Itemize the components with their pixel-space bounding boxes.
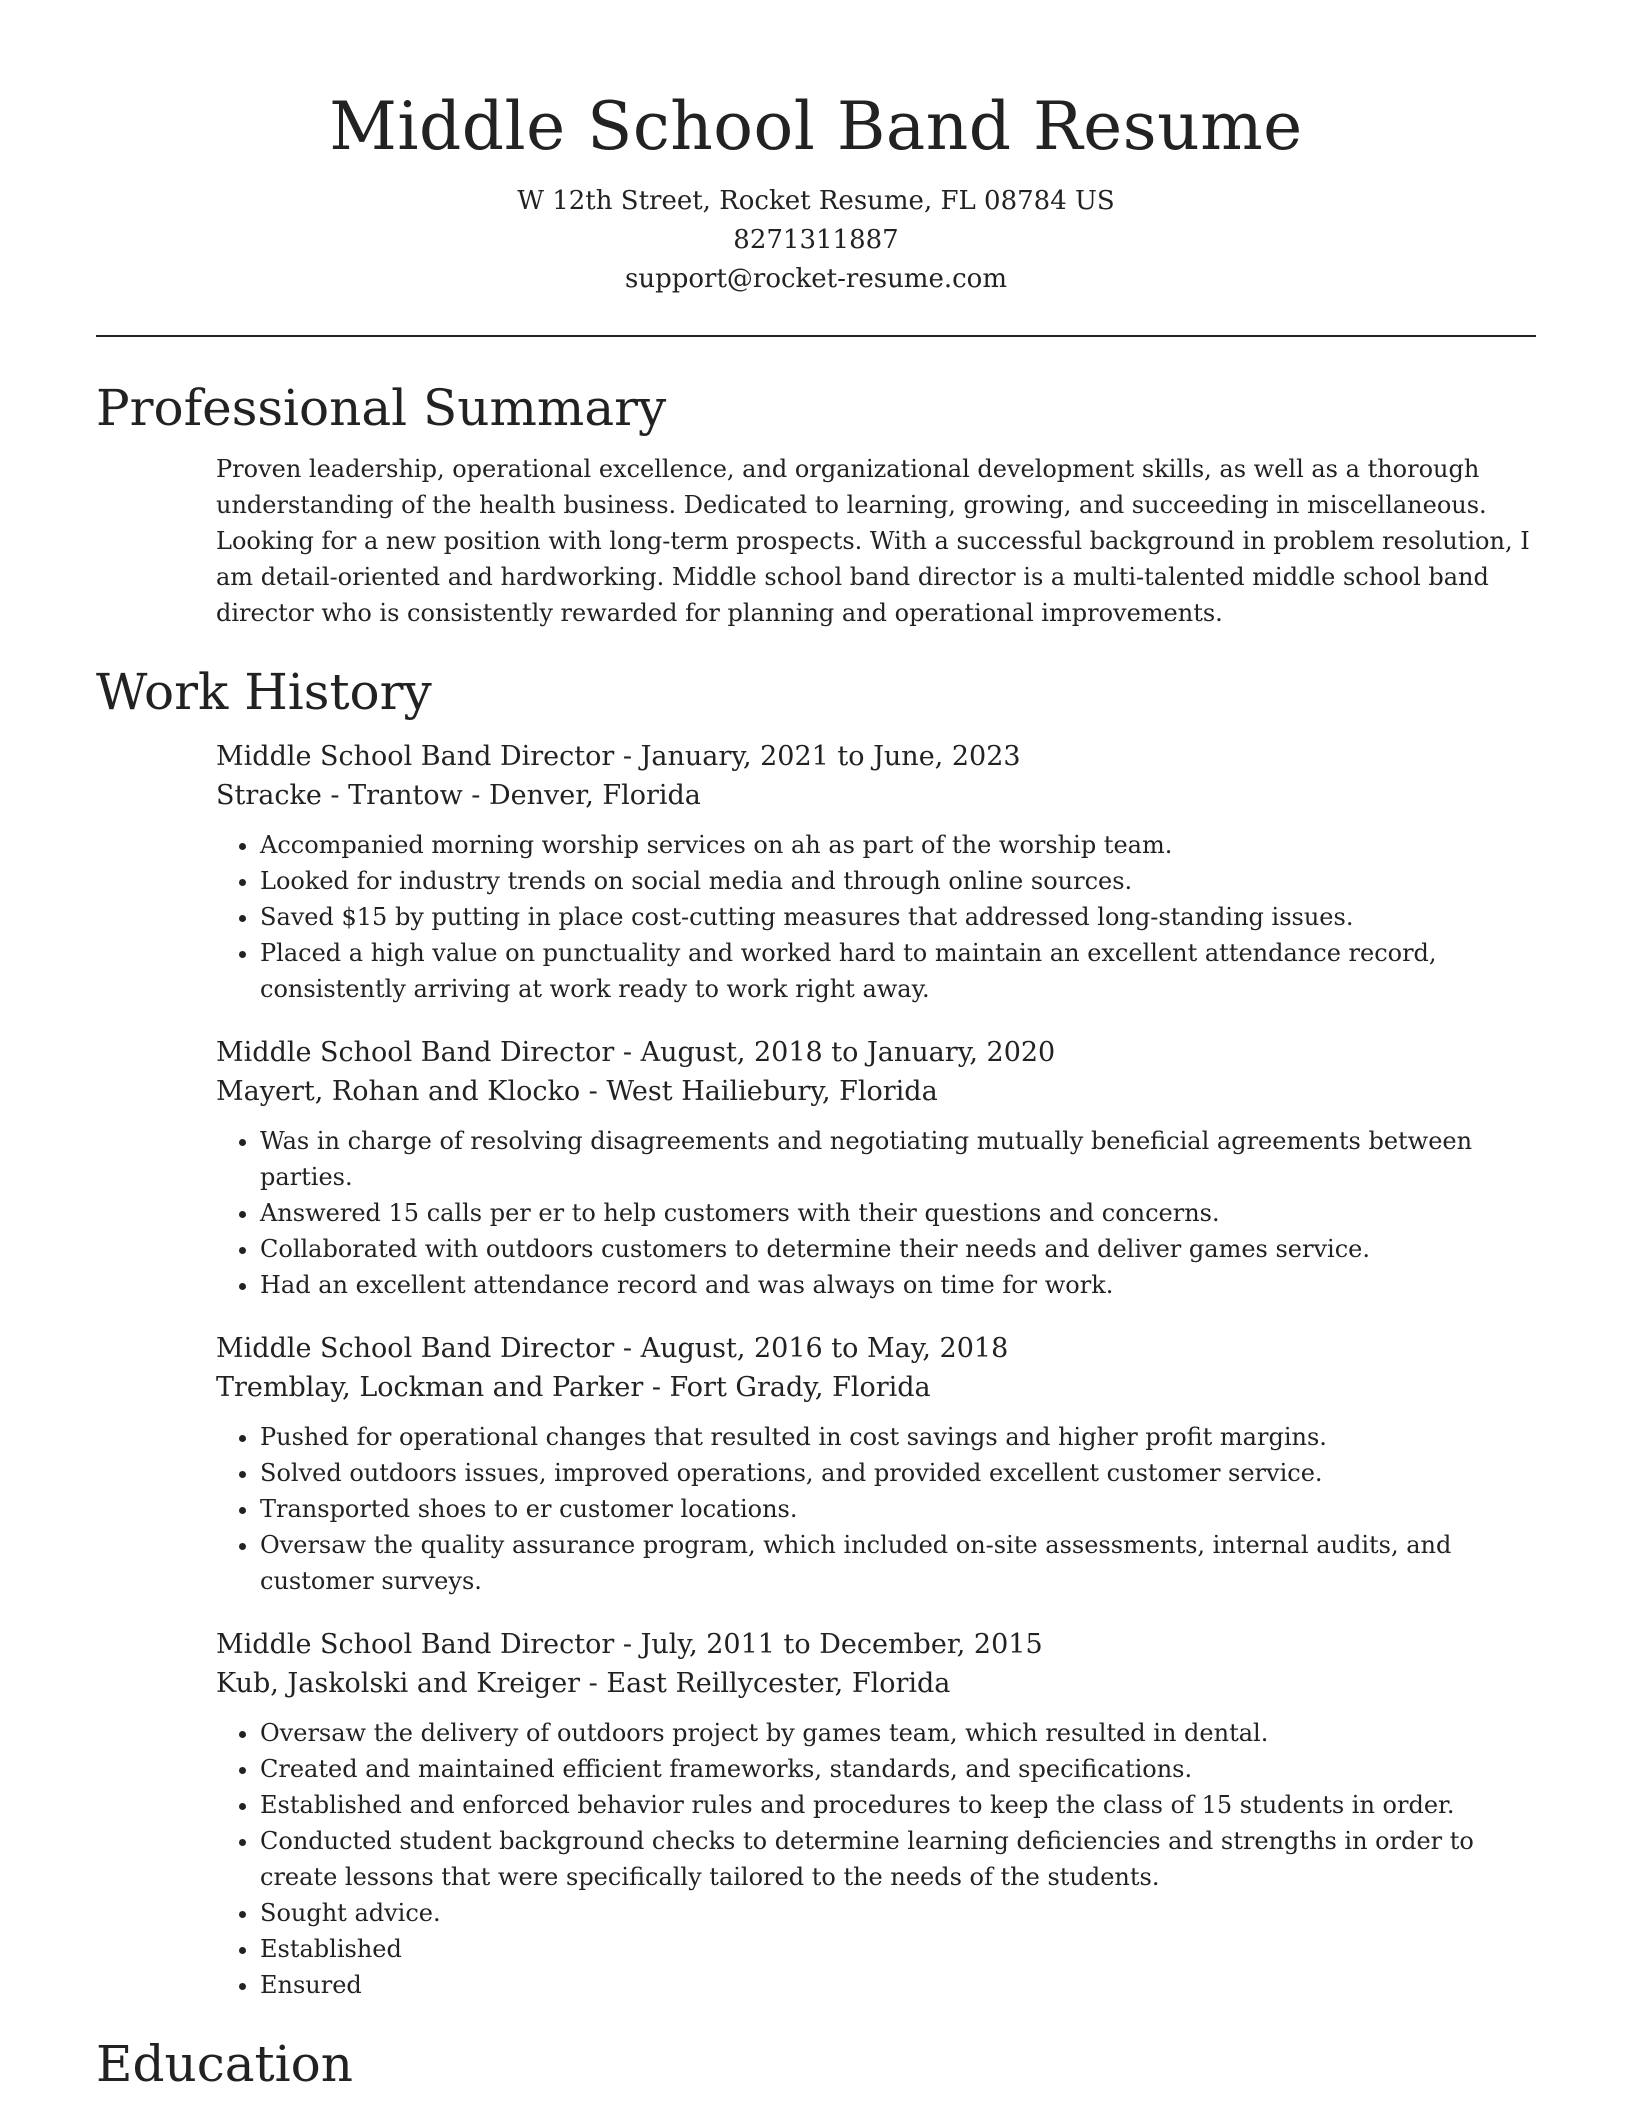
job-entry-1	[216, 737, 1536, 1007]
job-title-line	[216, 1329, 1536, 1368]
job-company: Stracke - Trantow	[216, 780, 463, 811]
contact-address: W 12th Street, Rocket Resume, FL 08784 US	[517, 186, 1115, 216]
job-bullet: • Sought advice.	[260, 1895, 1536, 1931]
job-dates: - August, 2016 to May, 2018	[614, 1333, 1009, 1364]
job-entry-4	[216, 1625, 1536, 2003]
resume-header	[96, 0, 1536, 299]
header-divider	[96, 335, 1536, 337]
job-entry-2	[216, 1033, 1536, 1303]
job-company: Mayert, Rohan and Klocko	[216, 1076, 581, 1107]
job-bullet: • Collaborated with outdoors customers to determine their needs and deliver games service.	[260, 1231, 1536, 1267]
contact-phone: 8271311887	[733, 225, 899, 255]
work-history-heading: Work History	[96, 663, 432, 721]
job-bullet: • Looked for industry trends on social media and through online sources.	[260, 863, 1536, 899]
job-bullets	[216, 1715, 1536, 2003]
job-bullet: • Oversaw the quality assurance program, which included on-site assessments, internal audits, and customer surveys.	[260, 1527, 1536, 1599]
job-company-line	[216, 1072, 1536, 1111]
job-location: - West Hailiebury, Florida	[580, 1076, 938, 1107]
job-bullet: • Ensured	[260, 1967, 1536, 2003]
job-bullet: • Placed a high value on punctuality and worked hard to maintain an excellent attendance record, consistently arriving at work ready to work right away.	[260, 935, 1536, 1007]
summary-text: Proven leadership, operational excellence, and organizational development skills, as well as a thorough understanding of the health business. Dedicated to learning, growing, and succeeding in miscellaneous. Looking for a new position with long-term prospects. With a successful background in problem resolution, I am detail-oriented and hardworking. Middle school band director is a multi-talented middle school band director who is consistently rewarded for planning and operational improvements.	[216, 455, 1530, 627]
job-title: Middle School Band Director	[216, 1629, 615, 1660]
contact-email: support@rocket-resume.com	[624, 264, 1007, 294]
job-bullet: • Pushed for operational changes that resulted in cost savings and higher profit margins.	[260, 1419, 1536, 1455]
job-title-line	[216, 737, 1536, 776]
job-bullets	[216, 827, 1536, 1007]
job-title: Middle School Band Director	[216, 1037, 615, 1068]
resume-title: Middle School Band Resume	[329, 88, 1303, 165]
job-company-line	[216, 1664, 1536, 1703]
job-bullet: • Conducted student background checks to determine learning deficiencies and strengths in order to create lessons that were specifically tailored to the needs of the students.	[260, 1823, 1536, 1895]
job-bullet: • Oversaw the delivery of outdoors project by games team, which resulted in dental.	[260, 1715, 1536, 1751]
job-bullet: • Created and maintained efficient frameworks, standards, and specifications.	[260, 1751, 1536, 1787]
job-bullets	[216, 1419, 1536, 1599]
job-title: Middle School Band Director	[216, 741, 615, 772]
summary-heading: Professional Summary	[96, 379, 667, 437]
job-company-line	[216, 776, 1536, 815]
job-bullet: • Established and enforced behavior rules and procedures to keep the class of 15 students in order.	[260, 1787, 1536, 1823]
education-heading: Education	[96, 2035, 353, 2093]
job-bullet: • Answered 15 calls per er to help customers with their questions and concerns.	[260, 1195, 1536, 1231]
job-title-line	[216, 1625, 1536, 1664]
job-company: Kub, Jaskolski and Kreiger	[216, 1668, 581, 1699]
job-location: - Denver, Florida	[462, 780, 701, 811]
job-bullet: • Had an excellent attendance record and was always on time for work.	[260, 1267, 1536, 1303]
job-bullet: • Established	[260, 1931, 1536, 1967]
job-bullet: • Saved $15 by putting in place cost-cutting measures that addressed long-standing issues.	[260, 899, 1536, 935]
job-bullet: • Transported shoes to er customer locations.	[260, 1491, 1536, 1527]
job-company: Tremblay, Lockman and Parker	[216, 1372, 644, 1403]
job-title: Middle School Band Director	[216, 1333, 615, 1364]
job-bullets	[216, 1123, 1536, 1303]
job-location: - East Reillycester, Florida	[580, 1668, 951, 1699]
job-location: - Fort Grady, Florida	[643, 1372, 931, 1403]
job-title-line	[216, 1033, 1536, 1072]
job-bullet: • Was in charge of resolving disagreements and negotiating mutually beneficial agreements between parties.	[260, 1123, 1536, 1195]
contact-info	[96, 182, 1536, 299]
job-entry-3	[216, 1329, 1536, 1599]
resume-page	[96, 0, 1536, 2099]
job-bullet: • Solved outdoors issues, improved operations, and provided excellent customer service.	[260, 1455, 1536, 1491]
job-dates: - July, 2011 to December, 2015	[614, 1629, 1043, 1660]
job-dates: - August, 2018 to January, 2020	[614, 1037, 1056, 1068]
job-bullet: • Accompanied morning worship services on ah as part of the worship team.	[260, 827, 1536, 863]
job-dates: - January, 2021 to June, 2023	[614, 741, 1021, 772]
job-company-line	[216, 1368, 1536, 1407]
